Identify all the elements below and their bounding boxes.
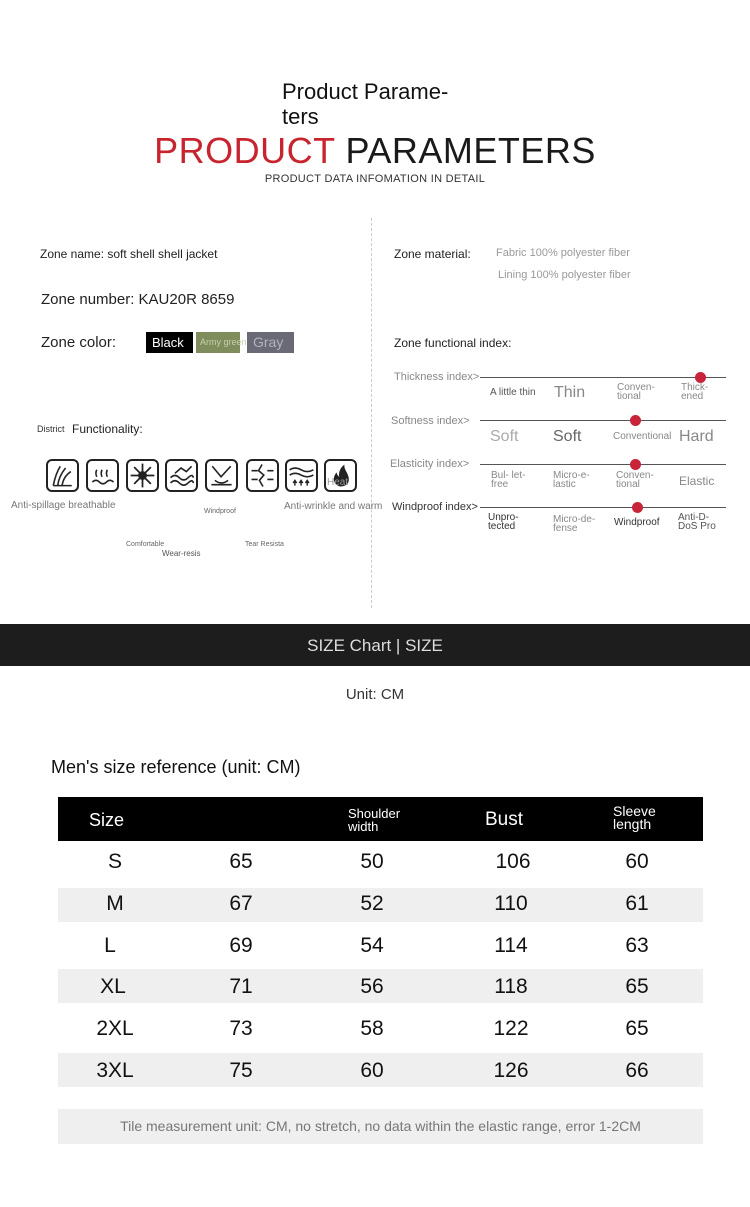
men-size-title: Men's size reference (unit: CM) <box>51 757 301 777</box>
zone-name: Zone name: soft shell shell jacket <box>40 247 218 261</box>
elasticity-opt-1: Bul- let-free <box>491 470 526 490</box>
functionality-label: Functionality: <box>72 422 143 436</box>
cell-shoulder-m: 52 <box>360 892 384 915</box>
title-big-dark: PARAMETERS <box>345 130 596 171</box>
footer-note: Tile measurement unit: CM, no stretch, no data within the elastic range, error 1-2CM <box>120 1118 641 1134</box>
tear-resistant-icon <box>246 459 279 492</box>
cell-shoulder-s: 50 <box>360 850 384 873</box>
unit-label: Unit: CM <box>345 686 405 703</box>
softness-index-label: Softness index> <box>391 415 470 427</box>
district-label: District <box>37 424 65 434</box>
wear-resistant-icon <box>205 459 238 492</box>
color-swatch-black: Black <box>146 332 193 353</box>
cell-col2-m: 67 <box>229 892 253 915</box>
zone-material-label: Zone material: <box>394 247 471 261</box>
windproof-opt-4: Anti-D- DoS Pro <box>678 512 716 532</box>
windproof-small-label: Windproof <box>204 508 236 515</box>
cell-bust-s: 106 <box>495 850 531 873</box>
breathable-icon <box>86 459 119 492</box>
size-chart-title: SIZE Chart | SIZE <box>307 636 443 655</box>
title-big <box>0 130 750 172</box>
cell-size-s: S <box>107 850 122 873</box>
windproof-opt-3: Windproof <box>614 517 660 528</box>
cell-col2-3xl: 75 <box>229 1059 253 1082</box>
cell-bust-2xl: 122 <box>493 1017 529 1040</box>
zone-color-label: Zone color: <box>41 334 117 351</box>
wear-resist-label: Wear-resis <box>162 549 201 558</box>
cell-col2-l: 69 <box>229 934 253 957</box>
cell-shoulder-2xl: 58 <box>360 1017 384 1040</box>
softness-opt-4: Hard <box>679 428 714 445</box>
cell-shoulder-l: 54 <box>360 934 384 957</box>
cell-sleeve-l: 63 <box>625 934 649 957</box>
title-big-red: PRODUCT <box>154 130 335 171</box>
softness-line <box>480 420 726 421</box>
waterproof-icon <box>285 459 318 492</box>
cell-bust-3xl: 126 <box>493 1059 529 1082</box>
fabric-text: Fabric 100% polyester fiber <box>496 247 630 259</box>
grass-icon <box>46 459 79 492</box>
windproof-dot <box>632 502 643 513</box>
zone-number: Zone number: KAU20R 8659 <box>41 291 235 308</box>
comfortable-label: Comfortable <box>126 541 165 548</box>
vertical-divider <box>371 218 372 608</box>
header-bust: Bust <box>485 809 524 830</box>
lining-text: Lining 100% polyester fiber <box>498 269 631 281</box>
cell-size-2xl: 2XL <box>96 1017 134 1040</box>
color-swatch-gray: Gray <box>247 332 294 353</box>
softness-opt-1: Soft <box>490 428 519 445</box>
cell-bust-m: 110 <box>494 892 528 915</box>
elasticity-opt-3: Conven- tional <box>616 470 654 490</box>
wave-icon <box>165 459 198 492</box>
windproof-index-label: Windproof index> <box>392 501 478 513</box>
cell-size-3xl: 3XL <box>96 1059 134 1082</box>
cell-size-xl: XL <box>100 975 126 998</box>
softness-opt-2: Soft <box>553 428 582 445</box>
cell-bust-l: 114 <box>494 934 528 957</box>
softness-opt-3: Conventional <box>613 431 672 442</box>
title-subtitle: PRODUCT DATA INFOMATION IN DETAIL <box>264 173 486 185</box>
cell-sleeve-3xl: 66 <box>625 1059 649 1082</box>
thickness-opt-4: Thick- ened <box>681 382 709 402</box>
elasticity-line <box>480 464 726 465</box>
header-shoulder-width: Shoulder width <box>348 806 401 834</box>
anti-spillage-label: Anti-spillage breathable <box>11 500 116 511</box>
functional-index-label: Zone functional index: <box>394 336 512 350</box>
color-swatch-army-green: Army green <box>196 332 240 353</box>
elasticity-dot <box>630 459 641 470</box>
tear-resist-label: Tear Resista <box>245 541 284 548</box>
cell-sleeve-2xl: 65 <box>625 1017 649 1040</box>
cell-col2-xl: 71 <box>229 975 253 998</box>
thickness-index-label: Thickness index> <box>394 371 480 383</box>
softness-dot <box>630 415 641 426</box>
cell-sleeve-m: 61 <box>625 892 649 915</box>
anti-wrinkle-label: Anti-wrinkle and warm <box>284 501 383 512</box>
cell-bust-xl: 118 <box>494 975 528 998</box>
title-small: Product Parame- ters <box>282 79 449 129</box>
cell-size-m: M <box>106 892 124 915</box>
elasticity-index-label: Elasticity index> <box>390 458 470 470</box>
windproof-opt-2: Micro-de- fense <box>553 514 596 534</box>
windproof-line <box>480 507 726 508</box>
thickness-opt-3: Conven- tional <box>617 382 655 402</box>
heat-label: Heat <box>327 477 349 488</box>
cell-shoulder-3xl: 60 <box>360 1059 384 1082</box>
elasticity-opt-2: Micro-e- lastic <box>553 470 590 490</box>
cell-col2-s: 65 <box>229 850 253 873</box>
header-size: Size <box>89 810 125 830</box>
thickness-opt-2: Thin <box>554 384 586 401</box>
thickness-opt-1: A little thin <box>490 387 536 398</box>
cell-col2-2xl: 73 <box>229 1017 253 1040</box>
windproof-icon <box>126 459 159 492</box>
thickness-line <box>480 377 726 378</box>
header-sleeve-length: Sleeve length <box>613 803 656 832</box>
cell-sleeve-xl: 65 <box>625 975 649 998</box>
cell-shoulder-xl: 56 <box>360 975 384 998</box>
elasticity-opt-4: Elastic <box>679 474 715 488</box>
windproof-opt-1: Unpro- tected <box>488 512 519 532</box>
cell-sleeve-s: 60 <box>625 850 649 873</box>
cell-size-l: L <box>104 934 116 957</box>
